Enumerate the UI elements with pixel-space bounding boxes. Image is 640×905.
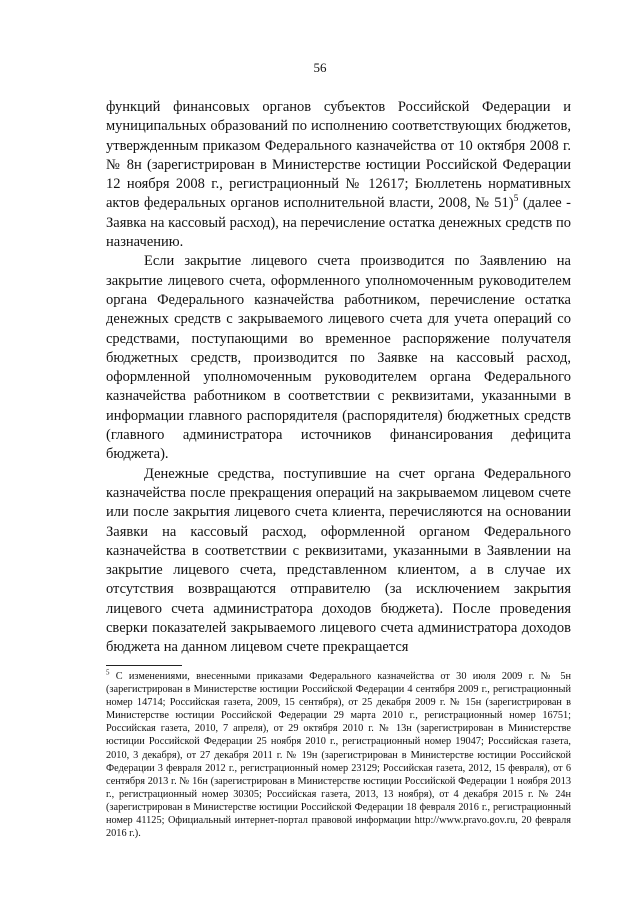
body-text [106, 98, 571, 658]
footnote-separator [106, 665, 182, 666]
paragraph-1-continuation: (далее - Заявка на кассовый расход), на перечисление остатка денежных средств по назначению. [106, 195, 571, 251]
footnote-number: 5 [106, 668, 110, 677]
footnote-text [106, 670, 571, 840]
paragraph-3: Денежные средства, поступившие на счет органа Федерального казначейства после прекращения операций на закрываемом лицевом счете или после закрытия лицевого счета клиента, перечисляются на основании Заявки на кассовый расход, оформленной органом Федерального казначейства в соответствии с реквизитами, указанными в Заявлении на закрытие лицевого счета, представленном клиентом, а в случае их отсутствия возвращаются отправителю (за исключением закрытия лицевого счета администратора доходов бюджета). После проведения сверки показателей закрываемого лицевого счета администратора доходов бюджета на данном лицевом счете прекращается [106, 465, 571, 656]
page-number: 56 [313, 60, 327, 75]
paragraph-1-text: функций финансовых органов субъектов Российской Федерации и муниципальных образований по исполнению соответствующих бюджетов, утвержденным приказом Федерального казначейства от 10 октября 2008 г. № 8н (зарегистрирован в Министерстве юстиции Российской Федерации 12 ноября 2008 г., регистрационный № 12617; Бюллетень нормативных актов федеральных органов исполнительной власти, 2008, № 51) [106, 99, 571, 212]
footnote-reference: 5 [513, 194, 519, 205]
footnote-body: С изменениями, внесенными приказами Федерального казначейства от 30 июля 2009 г. № 5н (зарегистрирован в Министерстве юстиции Российской Федерации 4 сентября 2009 г., регистрационный номер 14714; Российская газета, 2009, 15 сентября), от 25 декабря 2009 г. № 15н (зарегистрирован в Министерстве юстиции Российской Федерации 29 марта 2010 г., регистрационный номер 16751; Российская газета, 2010, 7 апреля), от 29 октября 2010 г. № 13н (зарегистрирован в Министерстве юстиции Российской Федерации 25 ноября 2010 г., регистрационный номер 19047; Российская газета, 2010, 3 декабря), от 27 декабря 2011 г. № 19н (зарегистрирован в Министерстве юстиции Российской Федерации 3 февраля 2012 г., регистрационный номер 23129; Российская газета, 2012, 15 февраля), от 6 сентября 2013 г. № 16н (зарегистрирован в Министерстве юстиции Российской Федерации 1 ноября 2013 г., регистрационный номер 30305; Российская газета, 2013, 13 ноября), от 4 декабря 2015 г. № 24н (зарегистрирован в Министерстве юстиции Российской Федерации 18 февраля 2016 г., регистрационный номер 41125; Официальный интернет-портал правовой информации http://www.pravo.gov.ru, 20 февраля 2016 г.). [106, 671, 571, 840]
paragraph-2: Если закрытие лицевого счета производится по Заявлению на закрытие лицевого счета, оформленного уполномоченным руководителем органа Федерального казначейства работником, перечисление остатка денежных средств с закрываемого лицевого счета для учета операций со средствами, поступающими во временное распоряжение получателя бюджетных средств, производится по Заявке на кассовый расход, оформленной уполномоченным руководителем органа Федерального казначейства работником в соответствии с реквизитами, указанными в информации главного распорядителя (распорядителя) бюджетных средств (главного администратора источников финансирования дефицита бюджета). [106, 253, 571, 463]
footnote [106, 670, 571, 840]
paragraph-1 [106, 98, 571, 252]
